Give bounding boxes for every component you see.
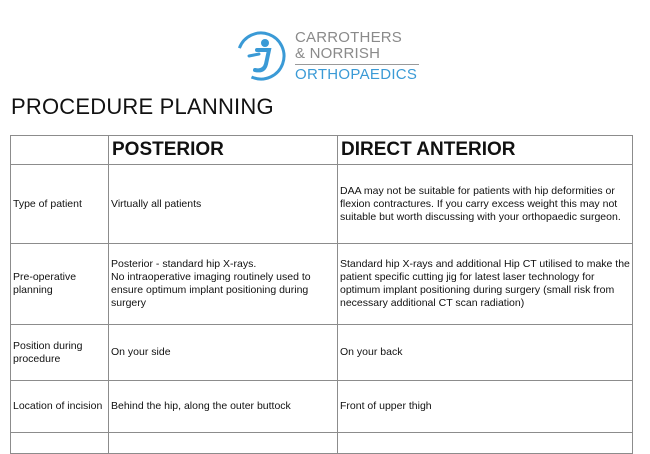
table-row xyxy=(11,325,633,381)
anterior-cell: DAA may not be suitable for patients with hip deformities or flexion contractures. If you carry excess weight this may not suitable but worth discussing with your orthopaedic surgeon. xyxy=(338,165,633,244)
posterior-cell: Virtually all patients xyxy=(109,165,338,244)
row-label xyxy=(11,433,109,454)
logo-mark-icon xyxy=(235,30,287,82)
header-posterior: POSTERIOR xyxy=(109,136,338,165)
logo-line-carrothers: CARROTHERS xyxy=(295,29,403,46)
row-label: Position during procedure xyxy=(11,325,109,381)
table-row xyxy=(11,244,633,325)
table-header-row xyxy=(11,136,633,165)
anterior-cell: Front of upper thigh xyxy=(338,381,633,433)
logo-wordmark xyxy=(295,30,425,83)
logo-line-norrish: & NORRISH xyxy=(295,45,381,62)
row-label: Location of incision xyxy=(11,381,109,433)
posterior-cell: Posterior - standard hip X-rays. No intraoperative imaging routinely used to ensure optimum implant positioning during surgery xyxy=(109,244,338,325)
header-direct-anterior: DIRECT ANTERIOR xyxy=(338,136,633,165)
anterior-cell: On your back xyxy=(338,325,633,381)
posterior-cell xyxy=(109,433,338,454)
row-label: Pre-operative planning xyxy=(11,244,109,325)
logo-divider xyxy=(295,64,419,65)
row-label: Type of patient xyxy=(11,165,109,244)
table-row xyxy=(11,165,633,244)
posterior-cell: On your side xyxy=(109,325,338,381)
anterior-cell: Standard hip X-rays and additional Hip CT utilised to make the patient specific cutting jig for latest laser technology for optimum implant positioning during surgery (small risk from necessary additional CT scan radiation) xyxy=(338,244,633,325)
table-row xyxy=(11,433,633,454)
table-row xyxy=(11,381,633,433)
header-empty xyxy=(11,136,109,165)
logo-line-orthopaedics: ORTHOPAEDICS xyxy=(295,66,418,83)
company-logo xyxy=(235,30,425,84)
posterior-cell: Behind the hip, along the outer buttock xyxy=(109,381,338,433)
anterior-cell xyxy=(338,433,633,454)
procedure-comparison-table xyxy=(10,135,633,454)
page-title: PROCEDURE PLANNING xyxy=(11,94,274,119)
